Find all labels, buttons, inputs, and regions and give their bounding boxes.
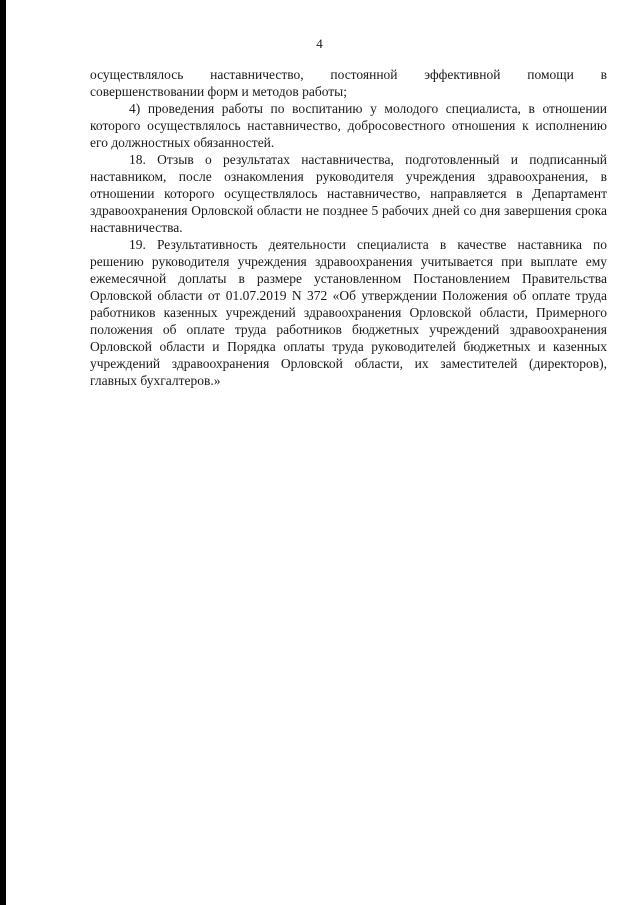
document-body — [90, 66, 607, 389]
paragraph-4: 4) проведения работы по воспитанию у молодого специалиста, в отношении которого осуществлялось наставничество, добросовестного отношения к исполнению его должностных обязанностей. — [90, 101, 607, 150]
paragraph-3-continuation: осуществлялось наставничество, постоянной эффективной помощи в совершенствовании форм и методов работы; — [90, 67, 607, 99]
page-number: 4 — [316, 36, 323, 51]
paragraph-18: 18. Отзыв о результатах наставничества, подготовленный и подписанный наставником, после ознакомления руководителя учреждения здравоохранения, в отношении которого осуществлялось наставничество, направляется в Департамент здравоохранения Орловской области не позднее 5 рабочих дней со дня завершения срока наставничества. — [90, 152, 607, 235]
scan-edge — [0, 0, 6, 905]
paragraph-19: 19. Результативность деятельности специалиста в качестве наставника по решению руководителя учреждения здравоохранения учитывается при выплате ему ежемесячной доплаты в размере установленном Постановлением Правительства Орловской области от 01.07.2019 N 372 «Об утверждении Положения об оплате труда работников казенных учреждений здравоохранения Орловской области, Примерного положения об оплате труда работников бюджетных учреждений здравоохранения Орловской области и Порядка оплаты труда руководителей бюджетных и казенных учреждений здравоохранения Орловской области, их заместителей (директоров), главных бухгалтеров.» — [90, 237, 607, 388]
